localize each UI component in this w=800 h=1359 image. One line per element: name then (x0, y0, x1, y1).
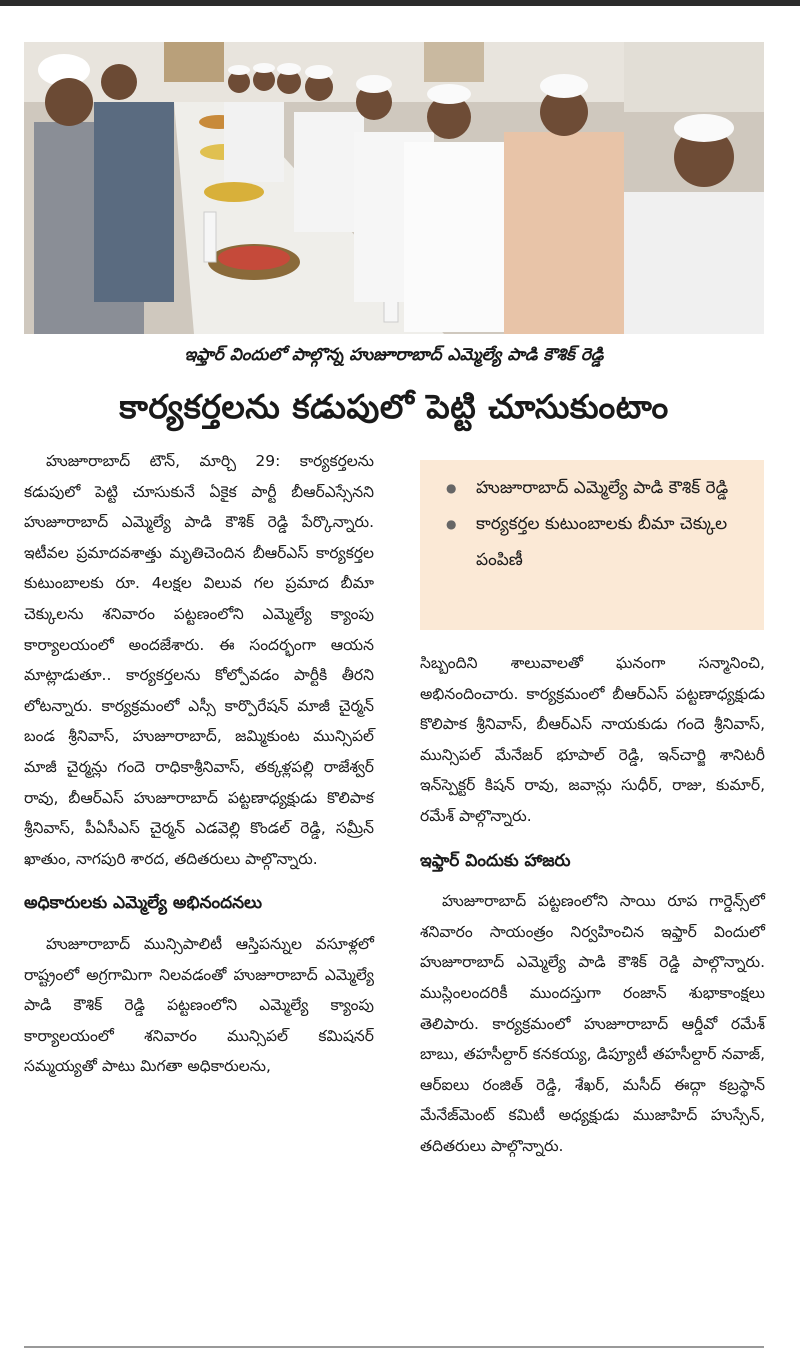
article-paragraph: హుజూరాబాద్ మున్సిపాలిటీ ఆస్తిపన్నుల వసూళ్లలో రాష్ట్రంలో అగ్రగామిగా నిలవడంతో హుజూరాబాద్ ఎమ్మెల్యే పాడి కౌశిక్ రెడ్డి పట్టణంలోని ఎమ్మెల్యే క్యాంపు కార్యాలయంలో శనివారం మున్సిపల్ కమిషనర్ సమ్మయ్యతో పాటు మిగతా అధికారులను, (24, 934, 374, 1076)
subheading: ఇఫ్తార్ విందుకు హాజరు (420, 850, 571, 871)
article-left-column (24, 446, 374, 1082)
highlight-item: ● కార్యకర్తల కుటుంబాలకు బీమా చెక్కుల పంపిణీ (440, 506, 754, 578)
headline: కార్యకర్తలను కడుపులో పెట్టి చూసుకుంటాం (119, 387, 669, 426)
highlight-box (420, 460, 764, 630)
article-paragraph: సిబ్బందిని శాలువాలతో ఘనంగా సన్మానించి, అభినందించారు. కార్యక్రమంలో బీఆర్ఎస్ పట్టణాధ్యక్షుడు కొలిపాక శ్రీనివాస్, బీఆర్ఎస్ నాయకుడు గందె శ్రీనివాస్, మున్సిపల్ మేనేజర్ భూపాల్ రెడ్డి, ఇన్‌చార్జి శానిటరీ ఇన్‌స్పెక్టర్ కిషన్ రావు, జవాన్లు సుధీర్, రాజు, కుమార్, రమేశ్ పాల్గొన్నారు. (420, 654, 765, 825)
group-photo-icon (24, 42, 764, 334)
highlight-item: ● హుజూరాబాద్ ఎమ్మెల్యే పాడి కౌశిక్ రెడ్డి (440, 470, 754, 506)
group-photo (24, 42, 764, 334)
photo-caption: ఇఫ్తార్ విందులో పాల్గొన్న హుజూరాబాద్ ఎమ్మెల్యే పాడి కౌశిక్ రెడ్డి (184, 345, 604, 365)
subheading: అధికారులకు ఎమ్మెల్యే అభినందనలు (24, 893, 262, 914)
article-paragraph: హుజూరాబాద్ టౌన్, మార్చి 29: కార్యకర్తలను కడుపులో పెట్టి చూసుకునే ఏకైక పార్టీ బీఆర్ఎస్సేనని హుజూరాబాద్ ఎమ్మెల్యే పాడి కౌశిక్ రెడ్డి పేర్కొన్నారు. ఇటీవల ప్రమాదవశాత్తు మృతిచెందిన బీఆర్ఎస్ కార్యకర్తల కుటుంబాలకు రూ. 4లక్షల విలువ గల ప్రమాద బీమా చెక్కులను శనివారం పట్టణంలోని ఎమ్మెల్యే క్యాంపు కార్యాలయంలో అందజేశారు. ఈ సందర్భంగా ఆయన మాట్లాడుతూ.. కార్యకర్తలను కోల్పోవడం పార్టీకి తీరని లోటన్నారు. కార్యక్రమంలో ఎస్సీ కార్పొరేషన్ మాజీ చైర్మన్ బండ శ్రీనివాస్, హుజూరాబాద్, జమ్మికుంట మున్సిపల్ మాజీ చైర్మన్లు గందె రాధికాశ్రీనివాస్, తక్కళ్లపల్లి రాజేశ్వర్ రావు, బీఆర్ఎస్ హుజూరాబాద్ పట్టణాధ్యక్షుడు కొలిపాక శ్రీనివాస్, పీఏసీఎస్ చైర్మన్ ఎడవెల్లి కొండల్ రెడ్డి, సమ్రీన్ ఖాతుం, నాగపురి శారద, తదితరులు పాల్గొన్నారు. (24, 452, 374, 868)
bottom-rule (24, 1346, 764, 1348)
article-paragraph: హుజూరాబాద్ పట్టణంలోని సాయి రూప గార్డెన్స్‌లో శనివారం సాయంత్రం నిర్వహించిన ఇఫ్తార్ విందులో హుజూరాబాద్ ఎమ్మెల్యే పాడి కౌశిక్ రెడ్డి పాల్గొన్నారు. ముస్లింలందరికీ ముందస్తుగా రంజాన్ శుభాకాంక్షలు తెలిపారు. కార్యక్రమంలో హుజూరాబాద్ ఆర్డీవో రమేశ్ బాబు, తహసీల్దార్ కనకయ్య, డిప్యూటీ తహసీల్దార్ నవాజ్, ఆర్ఐలు రంజిత్ రెడ్డి, శేఖర్, మసీద్ ఈద్గా కబ్రస్థాన్ మేనేజ్‌మెంట్ కమిటీ అధ్యక్షుడు ముజాహిద్ హుస్సేన్, తదితరులు పాల్గొన్నారు. (420, 892, 765, 1155)
top-rule (0, 0, 800, 6)
article-right-column (420, 648, 765, 1162)
